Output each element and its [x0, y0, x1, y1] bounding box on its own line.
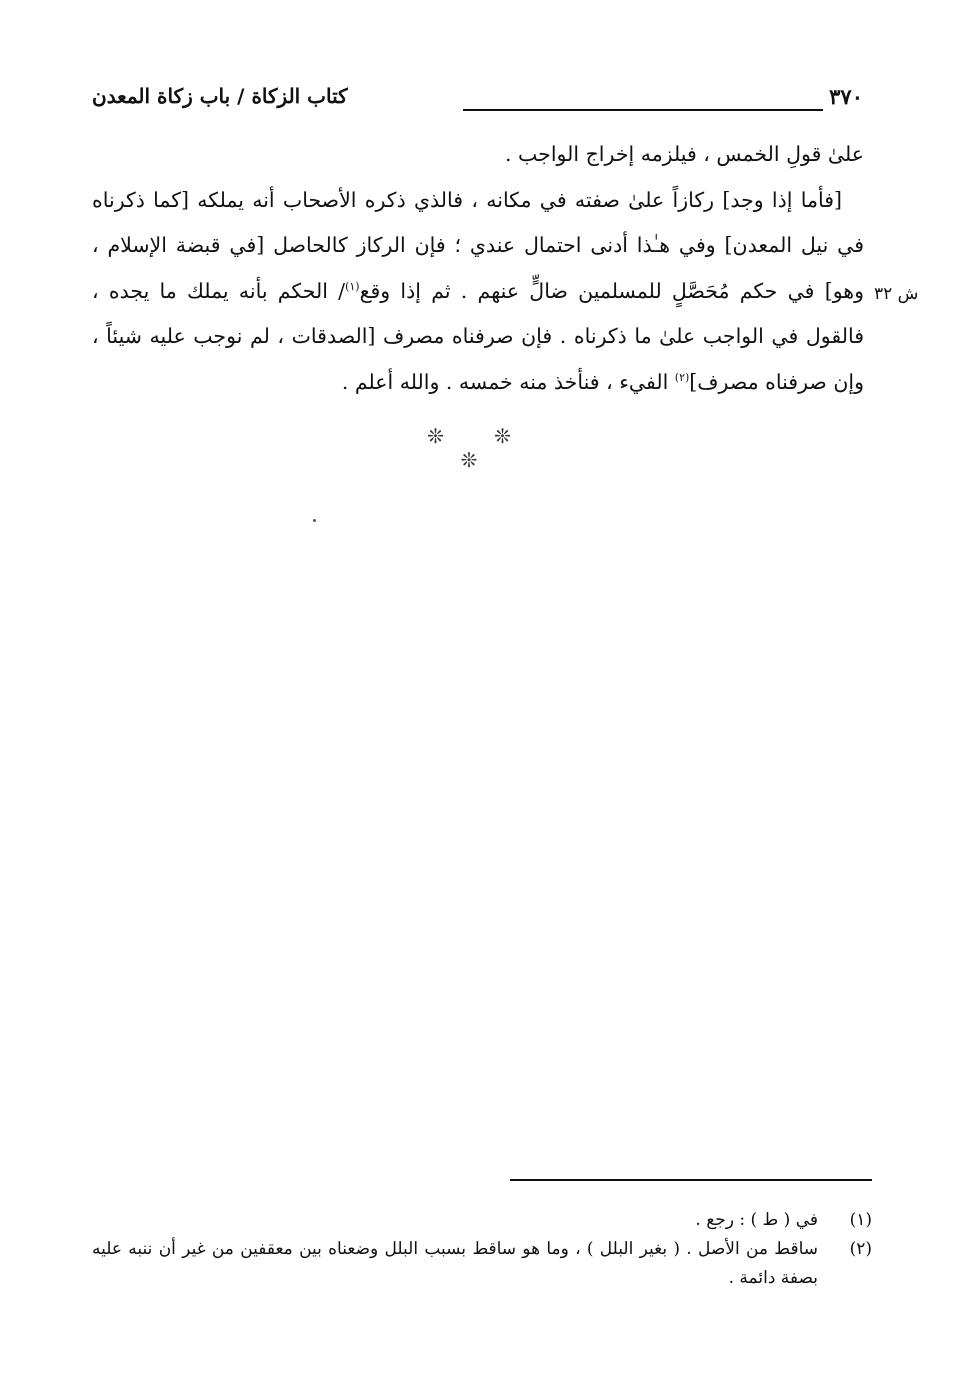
running-header — [92, 84, 863, 120]
footnote-ref-2[interactable]: (٢) — [674, 370, 690, 384]
paragraph-2-part-a: [فأما إذا وجد] ركازاً علىٰ صفته في مكانه ، فالذي ذكره الأصحاب أنه يملكه [كما ذكرناه في نيل المعدن] وفي هـٰذا أدنى احتمال عندي ؛ فإن الركاز كالحاصل [في قبضة الإسلام ، وهو] في حكم مُحَصَّلٍ للمسلمين ضالٍّ عنهم . ثم إذا وقع — [92, 187, 864, 303]
margin-note: ش ٣٢ — [874, 284, 919, 304]
header-title: كتاب الزكاة / باب زكاة المعدن — [92, 84, 348, 108]
footnote-rule — [510, 1179, 872, 1181]
paragraph-1: علىٰ قولِ الخمس ، فيلزمه إخراج الواجب . — [505, 142, 864, 166]
header-rule — [463, 109, 823, 111]
section-ornament: ❊ ❊ ❊ — [427, 424, 533, 472]
page-number: ٣٧٠ — [829, 84, 863, 109]
paragraph-2 — [92, 178, 864, 406]
stray-dot — [313, 519, 316, 522]
footnote-text: ساقط من الأصل . ( بغير البلل ) ، وما هو ساقط بسبب البلل وضعناه بين معقفين من غير أن ننبه عليه بصفة دائمة . — [92, 1239, 818, 1288]
paragraph-2-part-b: / الحكم بأنه يملك ما يجده ، فالقول في الواجب علىٰ ما ذكرناه . فإن صرفناه مصرف [الصدقات ، لم نوجب عليه شيئاً ، وإن صرفناه مصرف] — [92, 278, 864, 394]
main-text — [92, 132, 864, 405]
footnote-1 — [92, 1206, 872, 1235]
footnote-number: (٢) — [849, 1239, 872, 1259]
footnote-number: (١) — [849, 1210, 872, 1230]
footnote-2 — [92, 1235, 872, 1293]
paragraph-2-part-c: الفيء ، فنأخذ منه خمسه . والله أعلم . — [341, 369, 675, 394]
footnote-text: في ( ط ) : رجع . — [695, 1210, 818, 1230]
footnotes — [92, 1206, 872, 1293]
footnote-ref-1[interactable]: (١) — [345, 279, 360, 293]
